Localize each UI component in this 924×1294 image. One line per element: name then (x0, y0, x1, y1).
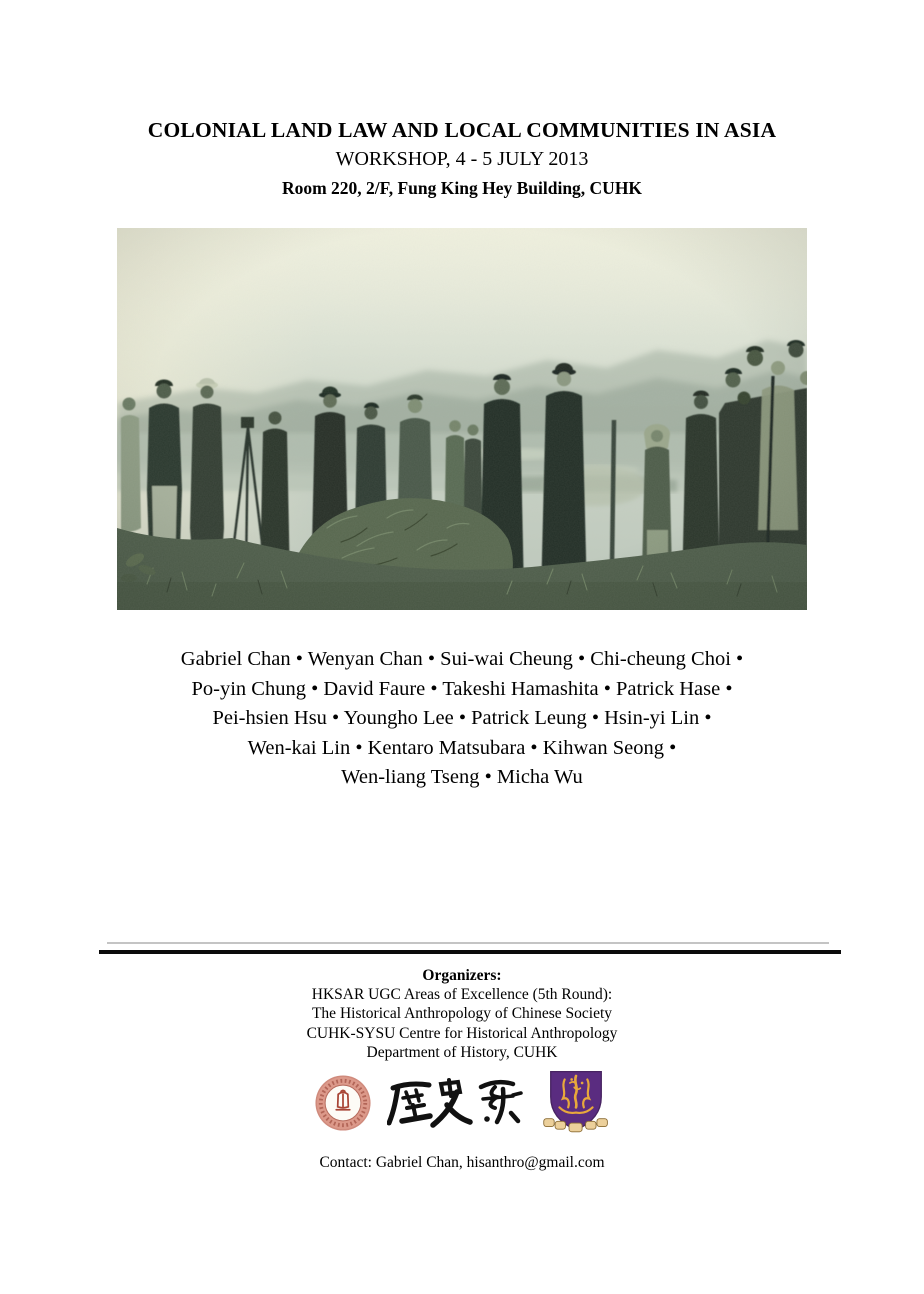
organizer-line: The Historical Anthropology of Chinese Society (311, 1005, 613, 1023)
sysu-seal-icon (314, 1074, 372, 1132)
participants-line: Gabriel Chan • Wenyan Chan • Sui-wai Cheung • Chi-cheung Choi • (180, 648, 744, 670)
divider-thin-rule (107, 942, 829, 944)
photo-grain-texture (117, 228, 807, 610)
participants-line: Wen-kai Lin • Kentaro Matsubara • Kihwan Seong • (247, 736, 677, 759)
participants-line: Po-yin Chung • David Faure • Takeshi Hamashita • Patrick Hase • (191, 677, 733, 700)
participants-line: Pei-hsien Hsu • Youngho Lee • Patrick Leung • Hsin-yi Lin • (212, 707, 712, 729)
organizer-line: Department of History, CUHK (366, 1043, 558, 1061)
workshop-title: COLONIAL LAND LAW AND LOCAL COMMUNITIES IN ASIA (147, 118, 777, 142)
organizers-block (0, 966, 924, 1062)
history-department-calligraphy-icon (387, 1075, 527, 1131)
organizer-line: HKSAR UGC Areas of Excellence (5th Round): (311, 986, 613, 1004)
historical-group-photo (117, 228, 807, 610)
organizers-heading: Organizers: (422, 967, 502, 984)
participants-list (0, 645, 924, 793)
divider-thick-rule (99, 950, 841, 954)
participants-line: Wen-liang Tseng • Micha Wu (341, 766, 583, 788)
logos-row (0, 1066, 924, 1140)
photo-illustration (117, 228, 807, 610)
workshop-date: WORKSHOP, 4 - 5 JULY 2013 (335, 148, 589, 170)
poster-header (0, 118, 924, 199)
cuhk-shield-icon (542, 1066, 610, 1140)
organizer-line: CUHK-SYSU Centre for Historical Anthropology (306, 1024, 618, 1042)
contact-line: Contact: Gabriel Chan, hisanthro@gmail.com (319, 1154, 605, 1171)
workshop-venue: Room 220, 2/F, Fung King Hey Building, CUHK (281, 178, 643, 198)
